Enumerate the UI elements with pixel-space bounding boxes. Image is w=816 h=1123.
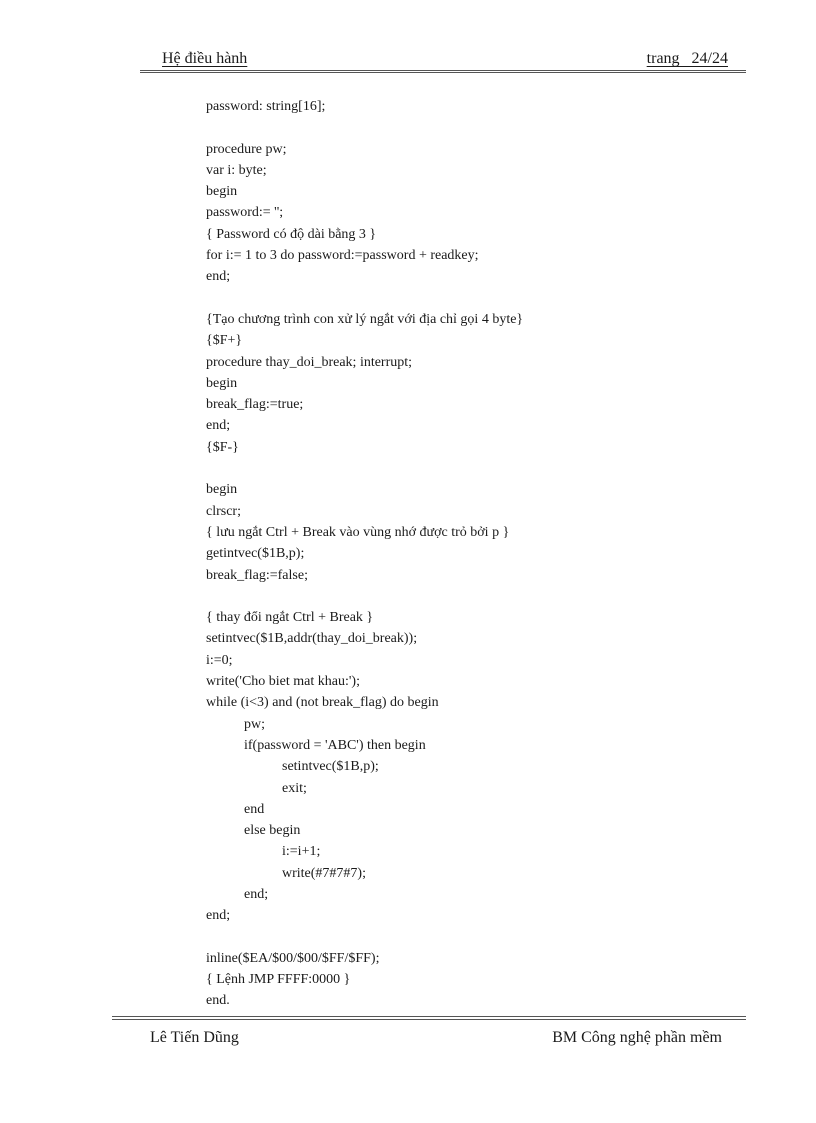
header-divider — [140, 70, 746, 73]
footer-divider — [112, 1016, 746, 1020]
code-line: { Lệnh JMP FFFF:0000 } — [206, 972, 351, 988]
code-line: procedure thay_doi_break; interrupt; — [206, 354, 413, 370]
code-line — [206, 927, 746, 948]
code-line: break_flag:=true; — [206, 397, 304, 413]
footer-author: Lê Tiến Dũng — [150, 1029, 239, 1046]
code-line: i:=0; — [206, 652, 233, 668]
code-line: end; — [206, 908, 231, 924]
code-line — [206, 288, 746, 309]
code-line: setintvec($1B,addr(thay_doi_break)); — [206, 631, 418, 647]
code-line: end. — [206, 993, 230, 1009]
code-line — [206, 117, 746, 138]
code-line: end; — [206, 418, 231, 434]
code-line: end; — [206, 269, 231, 285]
code-line — [206, 586, 746, 607]
code-line: while (i<3) and (not break_flag) do begin — [206, 695, 439, 711]
code-line: if(password = 'ABC') then begin — [244, 737, 426, 753]
code-line: break_flag:=false; — [206, 567, 308, 583]
code-line: procedure pw; — [206, 141, 287, 157]
code-line: setintvec($1B,p); — [282, 759, 379, 775]
code-line: { Password có độ dài bằng 3 } — [206, 226, 377, 242]
code-line: for i:= 1 to 3 do password:=password + readkey; — [206, 248, 479, 264]
code-line — [206, 458, 746, 479]
code-line: { thay đổi ngắt Ctrl + Break } — [206, 610, 374, 626]
code-line: {Tạo chương trình con xử lý ngắt với địa chỉ gọi 4 byte} — [206, 311, 524, 327]
code-line: inline($EA/$00/$00/$FF/$FF); — [206, 950, 380, 966]
code-line: password: string[16]; — [206, 99, 326, 114]
code-line: write('Cho biet mat khau:'); — [206, 674, 360, 690]
code-line: var i: byte; — [206, 162, 267, 178]
footer-department: BM Công nghệ phần mềm — [552, 1029, 722, 1046]
code-line: password:= ''; — [206, 205, 284, 221]
code-line: i:=i+1; — [282, 844, 321, 860]
code-line: {$F+} — [206, 333, 243, 349]
page-number: trang 24/24 — [646, 50, 728, 67]
code-line: pw; — [244, 716, 265, 732]
code-line: else begin — [244, 823, 301, 839]
code-line: begin — [206, 184, 238, 200]
code-line: begin — [206, 482, 238, 498]
code-line: exit; — [282, 780, 307, 796]
code-line: {$F-} — [206, 439, 239, 455]
code-line: getintvec($1B,p); — [206, 546, 305, 562]
page-header — [140, 50, 746, 72]
code-line: begin — [206, 375, 238, 391]
code-line: end; — [244, 886, 269, 902]
document-title: Hệ điều hành — [162, 50, 248, 67]
code-line: { lưu ngắt Ctrl + Break vào vùng nhớ được trỏ bởi p } — [206, 524, 510, 540]
code-line: write(#7#7#7); — [282, 865, 366, 881]
code-line: clrscr; — [206, 503, 241, 519]
code-line: end — [244, 801, 265, 817]
code-listing — [206, 96, 746, 1012]
